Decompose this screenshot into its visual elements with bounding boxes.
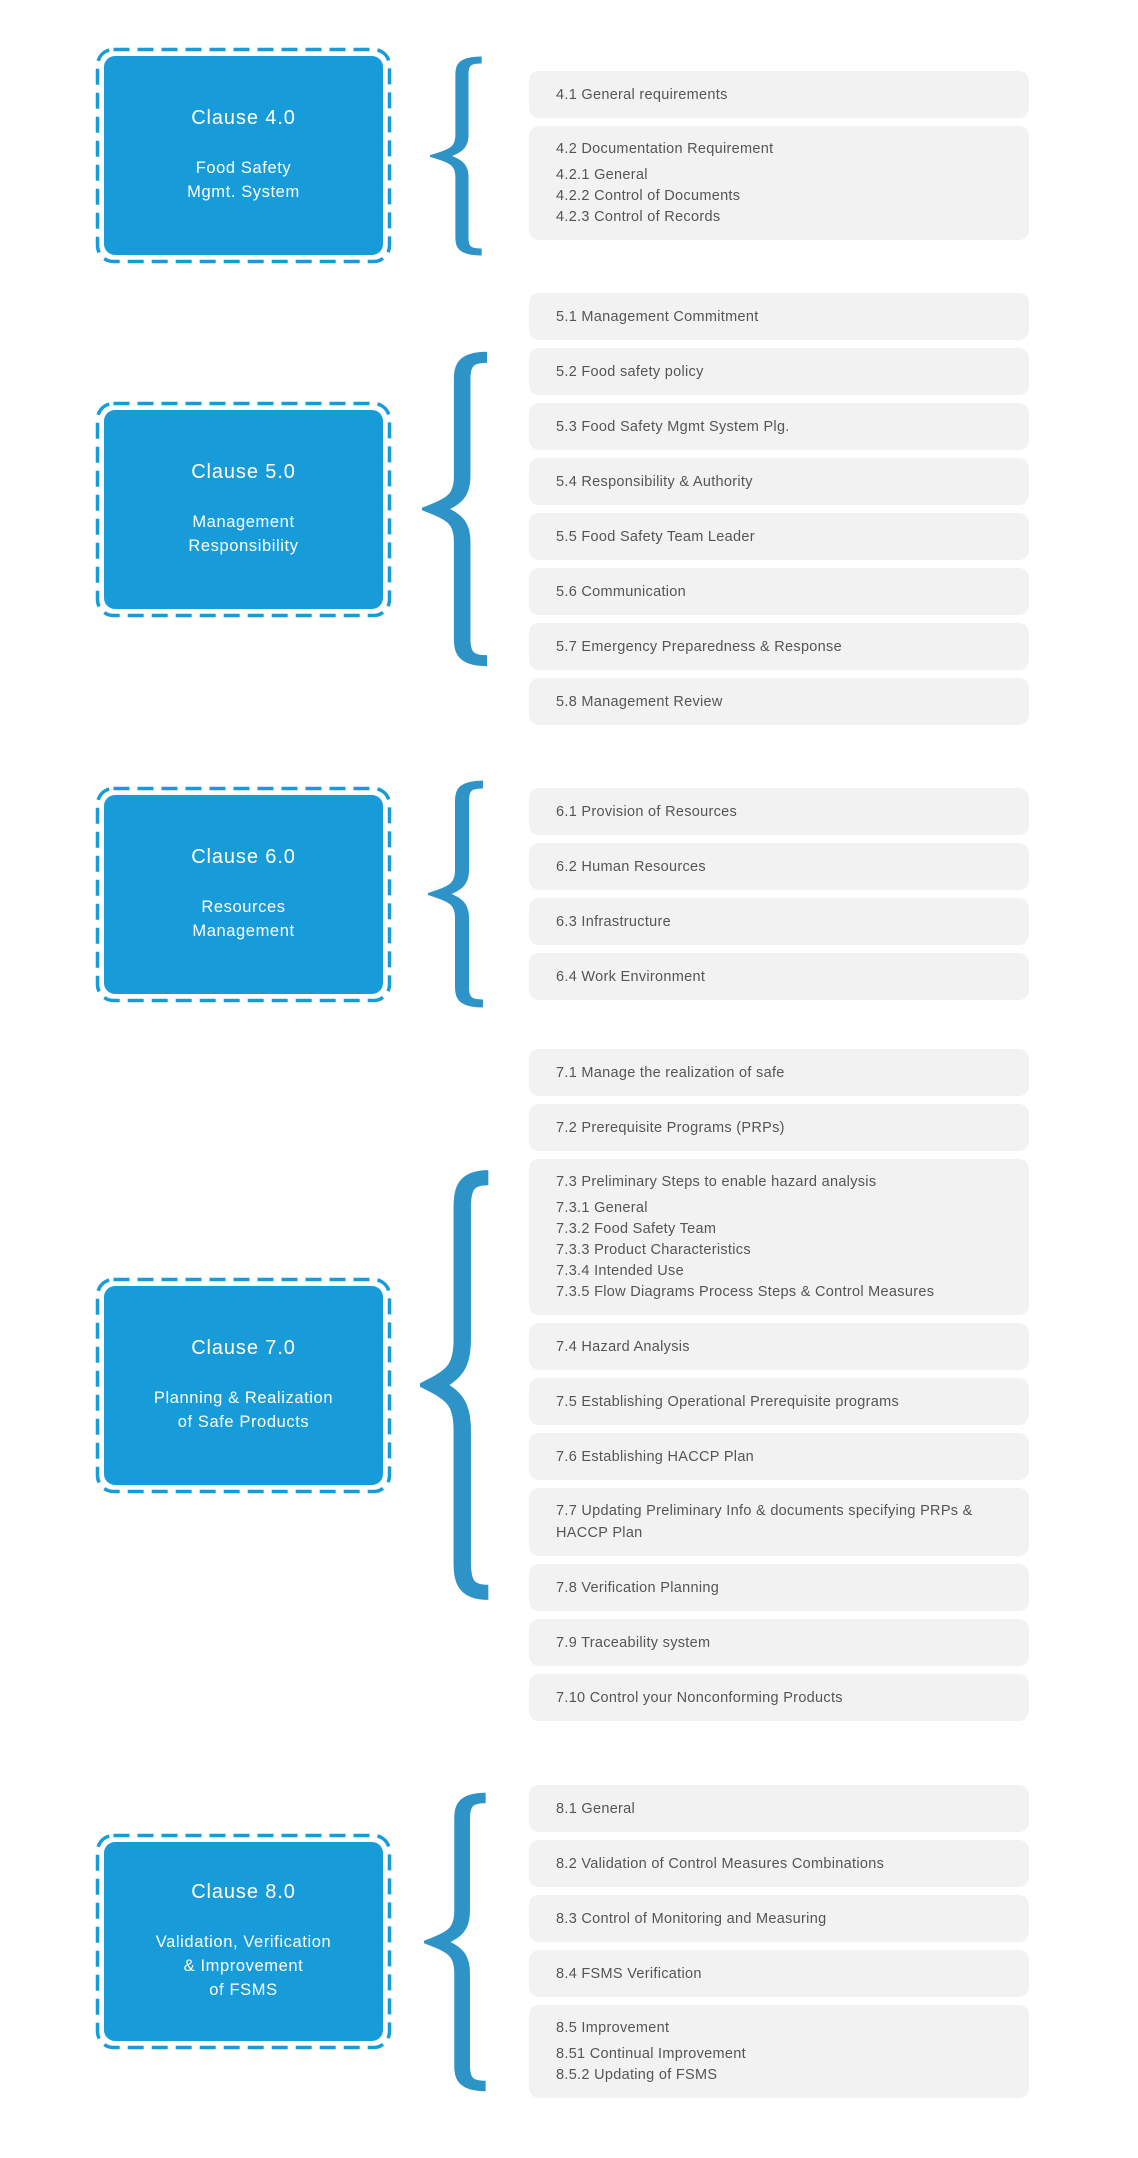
sub-clause-label: 5.4 Responsibility & Authority (556, 473, 753, 490)
clause-subtitle-line: & Improvement (183, 1957, 304, 1975)
sub-clause-item (529, 293, 1029, 340)
curly-brace-icon (424, 1792, 498, 2092)
clause-box-fill (104, 795, 383, 994)
sub-clause-item (529, 623, 1029, 670)
sub-clause-item (529, 458, 1029, 505)
clause-subtitle (188, 510, 298, 558)
sub-clause-label: 5.6 Communication (556, 583, 687, 600)
sub-clause-label: 7.3 Preliminary Steps to enable hazard analysis (556, 1174, 877, 1190)
sub-clause-item (529, 1564, 1029, 1611)
sub-clause-item (529, 1785, 1029, 1832)
sub-clause-label: 8.5 Improvement (556, 2020, 670, 2036)
sub-clause-label: 8.3 Control of Monitoring and Measuring (556, 1910, 827, 1927)
sub-clause-label: 5.1 Management Commitment (556, 308, 759, 325)
sub-clause-list (529, 293, 1029, 725)
curly-brace-icon (422, 351, 500, 667)
clause-subtitle (156, 1930, 332, 2002)
clause-subtitle-line: of Safe Products (177, 1412, 310, 1431)
sub-clause-label: 8.2 Validation of Control Measures Combinations (556, 1855, 885, 1872)
sub-clause-subitem: 7.3.1 General (556, 1200, 648, 1216)
sub-clause-item (529, 1840, 1029, 1887)
sub-clause-label: 7.4 Hazard Analysis (556, 1338, 690, 1355)
sub-clause-item (529, 403, 1029, 450)
sub-clause-item (529, 1433, 1029, 1480)
sub-clause-label: 6.3 Infrastructure (556, 913, 672, 930)
clause-title: Clause 8.0 (191, 1881, 296, 1903)
sub-clause-label: 7.10 Control your Nonconforming Products (556, 1689, 843, 1706)
sub-clause-list (529, 1049, 1029, 1721)
sub-clause-label: 5.7 Emergency Preparedness & Response (556, 638, 842, 655)
sub-clause-subitem: 7.3.3 Product Characteristics (556, 1242, 751, 1258)
sub-clause-subitem: 7.3.2 Food Safety Team (556, 1221, 717, 1237)
clause-subtitle (187, 156, 300, 204)
clause-box-fill (104, 410, 383, 609)
clause-section (95, 1049, 1138, 1721)
clause-subtitle (192, 895, 294, 943)
clause-subtitle-line: Responsibility (188, 536, 299, 555)
sub-clause-label: 6.2 Human Resources (556, 858, 706, 875)
curly-brace-icon (428, 780, 494, 1008)
sub-clause-label: 4.1 General requirements (556, 86, 728, 103)
clause-subtitle-line: Management (192, 921, 295, 940)
sub-clause-item (529, 1950, 1029, 1997)
clause-box (95, 1277, 392, 1494)
sub-clause-item (529, 71, 1029, 118)
sub-clause-item (529, 1378, 1029, 1425)
clause-section (95, 47, 1138, 264)
sub-clause-label: 6.4 Work Environment (556, 968, 706, 985)
clause-box-fill (104, 56, 383, 255)
sub-clause-list (529, 1785, 1029, 2098)
sub-clause-label: 7.5 Establishing Operational Prerequisite programs (556, 1393, 900, 1410)
sub-clause-label: 6.1 Provision of Resources (556, 803, 738, 820)
sub-clause-item (529, 898, 1029, 945)
clause-title: Clause 7.0 (191, 1336, 296, 1359)
clause-section (95, 1785, 1138, 2098)
sub-clause-label: 5.5 Food Safety Team Leader (556, 528, 755, 545)
sub-clause-item (529, 953, 1029, 1000)
sub-clause-subitem: 4.2.2 Control of Documents (556, 188, 741, 204)
clause-subtitle-line: Management (192, 512, 295, 531)
sub-clause-subitem: 8.5.2 Updating of FSMS (556, 2067, 718, 2083)
clause-subtitle-line: Food Safety (195, 159, 292, 177)
sub-clause-item (529, 126, 1029, 240)
clause-box-fill (104, 1842, 383, 2041)
sub-clause-item (529, 1619, 1029, 1666)
clause-subtitle-line: Mgmt. System (187, 183, 300, 201)
clause-subtitle-line: Resources (201, 897, 286, 916)
clause-box (95, 401, 392, 618)
clause-title: Clause 4.0 (191, 107, 296, 129)
clause-section (95, 293, 1138, 725)
sub-clause-item (529, 1323, 1029, 1370)
sections-container (95, 47, 1138, 2098)
brace-column (392, 780, 529, 1008)
clause-subtitle-line: Validation, Verification (155, 1933, 332, 1951)
sub-clause-label: 4.2 Documentation Requirement (556, 141, 774, 157)
brace-column (392, 293, 529, 725)
sub-clause-item (529, 1049, 1029, 1096)
sub-clause-label: 5.2 Food safety policy (556, 363, 704, 380)
clause-subtitle-line: Planning & Realization (153, 1388, 334, 1407)
sub-clause-item (529, 1895, 1029, 1942)
sub-clause-label: 7.9 Traceability system (556, 1634, 711, 1651)
sub-clause-item (529, 568, 1029, 615)
clause-box (95, 1833, 392, 2050)
brace-column (392, 1785, 529, 2098)
sub-clause-label: 7.6 Establishing HACCP Plan (556, 1448, 755, 1465)
clause-section (95, 780, 1138, 1008)
sub-clause-list (529, 71, 1029, 240)
clause-title: Clause 6.0 (191, 845, 296, 868)
clause-subtitle (154, 1386, 333, 1434)
sub-clause-item (529, 788, 1029, 835)
clause-box (95, 786, 392, 1003)
clause-subtitle-line: of FSMS (209, 1981, 278, 1999)
sub-clause-item (529, 843, 1029, 890)
curly-brace-icon (420, 1169, 502, 1601)
clause-box (95, 47, 392, 264)
sub-clause-item (529, 678, 1029, 725)
sub-clause-label: 5.3 Food Safety Mgmt System Plg. (556, 418, 790, 435)
sub-clause-label: 7.1 Manage the realization of safe (556, 1064, 785, 1081)
sub-clause-label: 8.1 General (556, 1800, 636, 1817)
sub-clause-label: 7.2 Prerequisite Programs (PRPs) (556, 1119, 785, 1136)
sub-clause-item (529, 1674, 1029, 1721)
sub-clause-label: 7.8 Verification Planning (556, 1579, 720, 1596)
sub-clause-item (529, 1104, 1029, 1151)
sub-clause-item (529, 1488, 1029, 1556)
sub-clause-item (529, 348, 1029, 395)
sub-clause-item (529, 2005, 1029, 2098)
brace-column (392, 47, 529, 264)
sub-clause-label: 8.4 FSMS Verification (556, 1965, 702, 1982)
sub-clause-subitem: 4.2.3 Control of Records (556, 209, 721, 225)
sub-clause-subitem: 7.3.4 Intended Use (556, 1263, 684, 1279)
sub-clause-item (529, 513, 1029, 560)
sub-clause-list (529, 788, 1029, 1000)
sub-clause-subitem: 7.3.5 Flow Diagrams Process Steps & Control Measures (556, 1284, 935, 1300)
sub-clause-subitem: 8.51 Continual Improvement (556, 2046, 746, 2062)
sub-clause-subitem: 4.2.1 General (556, 167, 648, 183)
brace-column (392, 1049, 529, 1721)
clause-box-fill (104, 1286, 383, 1485)
clause-title: Clause 5.0 (191, 460, 296, 483)
sub-clause-label: 5.8 Management Review (556, 693, 723, 710)
curly-brace-icon (430, 56, 492, 256)
sub-clause-item (529, 1159, 1029, 1315)
sub-clause-label: 7.7 Updating Preliminary Info & documents specifying PRPs & HACCP Plan (556, 1503, 973, 1541)
